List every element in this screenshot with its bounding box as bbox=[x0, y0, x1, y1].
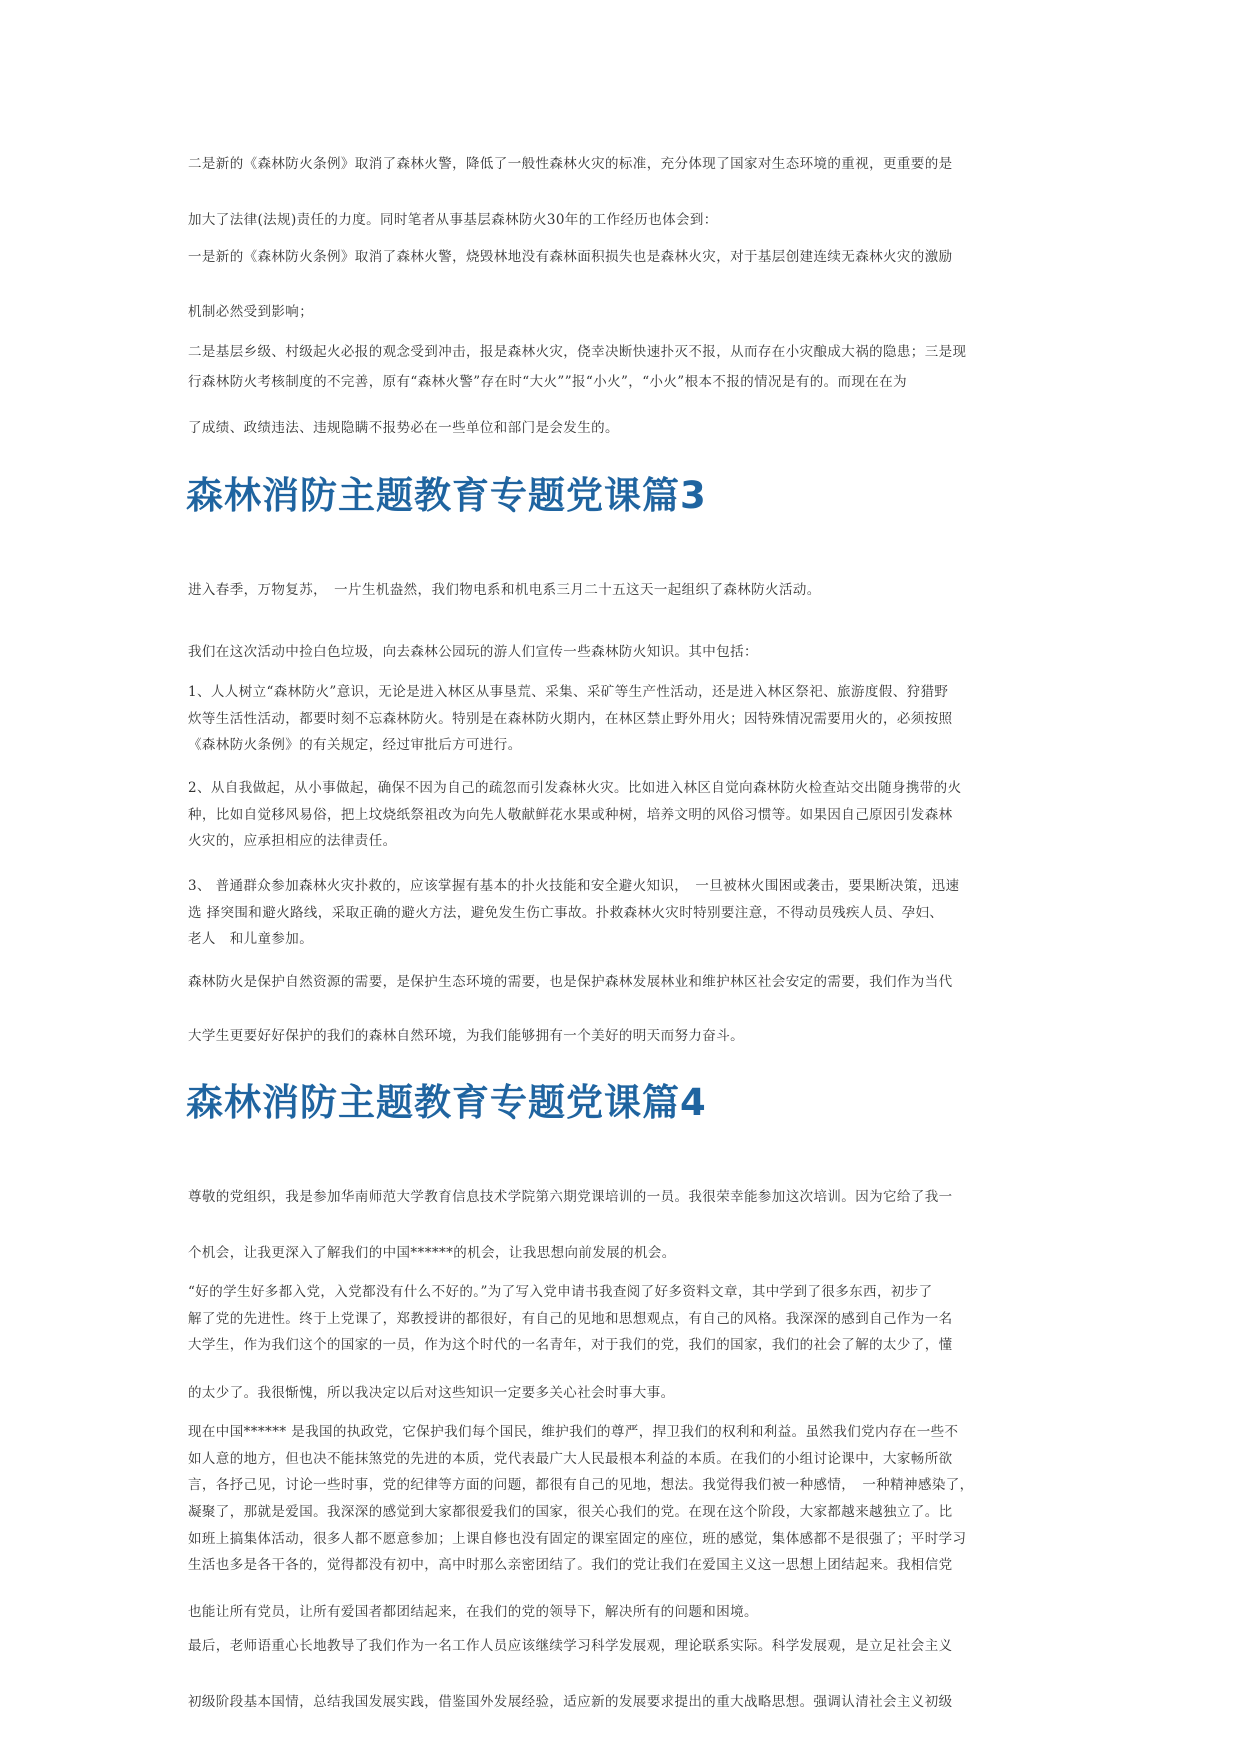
paragraph-line: 大学生更要好好保护的我们的森林自然环境，为我们能够拥有一个美好的明天而努力奋斗。 bbox=[188, 1028, 744, 1044]
paragraph-line: 3、 普通群众参加森林火灾扑救的，应该掌握有基本的扑火技能和安全避火知识， 一旦被林火围困或袭击，要果断决策，迅速 bbox=[188, 878, 960, 894]
paragraph-line: 森林防火是保护自然资源的需要，是保护生态环境的需要，也是保护森林发展林业和维护林区社会安定的需要，我们作为当代 bbox=[188, 974, 953, 990]
paragraph-line: 1、人人树立“森林防火”意识，无论是进入林区从事垦荒、采集、采矿等生产性活动，还是进入林区祭祀、旅游度假、狩猎野 bbox=[188, 684, 949, 700]
paragraph-line: 了成绩、政绩违法、违规隐瞒不报势必在一些单位和部门是会发生的。 bbox=[188, 420, 619, 436]
paragraph-line: 如班上搞集体活动，很多人都不愿意参加；上课自修也没有固定的课室固定的座位，班的感觉，集体感都不是很强了；平时学习 bbox=[188, 1531, 967, 1547]
paragraph-line: 言，各抒己见，讨论一些时事，党的纪律等方面的问题，都很有自己的见地，想法。我觉得我们被一种感情， 一种精神感染了， bbox=[188, 1477, 974, 1493]
paragraph-line: 尊敬的党组织，我是参加华南师范大学教育信息技术学院第六期党课培训的一员。我很荣幸能参加这次培训。因为它给了我一 bbox=[188, 1189, 953, 1205]
paragraph-line: 解了党的先进性。终于上党课了，郑教授讲的都很好，有自己的见地和思想观点，有自己的风格。我深深的感到自己作为一名 bbox=[188, 1311, 953, 1327]
paragraph-line: 加大了法律(法规)责任的力度。同时笔者从事基层森林防火30年的工作经历也体会到： bbox=[188, 212, 718, 228]
paragraph-line: 2、从自我做起，从小事做起，确保不因为自己的疏忽而引发森林火灾。比如进入林区自觉向森林防火检查站交出随身携带的火 bbox=[188, 780, 962, 796]
paragraph-line: 如人意的地方，但也决不能抹煞党的先进的本质，党代表最广大人民最根本利益的本质。在我们的小组讨论课中，大家畅所欲 bbox=[188, 1451, 953, 1467]
paragraph-line: 现在中国****** 是我国的执政党，它保护我们每个国民，维护我们的尊严，捍卫我们的权利和利益。虽然我们党内存在一些不 bbox=[188, 1424, 959, 1440]
paragraph-line: 大学生，作为我们这个的国家的一员，作为这个时代的一名青年，对于我们的党，我们的国家，我们的社会了解的太少了，懂 bbox=[188, 1337, 953, 1353]
paragraph-line: 的太少了。我很惭愧，所以我决定以后对这些知识一定要多关心社会时事大事。 bbox=[188, 1385, 675, 1401]
paragraph-line: 生活也多是各干各的，觉得都没有初中，高中时那么亲密团结了。我们的党让我们在爱国主义这一思想上团结起来。我相信党 bbox=[188, 1557, 953, 1573]
paragraph-line: 行森林防火考核制度的不完善，原有“森林火警”存在时“大火””报“小火”，“小火”根本不报的情况是有的。而现在在为 bbox=[188, 374, 908, 390]
paragraph-line: 选 择突围和避火路线，采取正确的避火方法，避免发生伤亡事故。扑救森林火灾时特别要注意，不得动员残疾人员、孕妇、 bbox=[188, 905, 944, 921]
paragraph-line: 最后，老师语重心长地教导了我们作为一名工作人员应该继续学习科学发展观，理论联系实际。科学发展观，是立足社会主义 bbox=[188, 1638, 953, 1654]
paragraph-line: 二是基层乡级、村级起火必报的观念受到冲击，报是森林火灾，侥幸决断快速扑灭不报，从而存在小灾酿成大祸的隐患；三是现 bbox=[188, 344, 967, 360]
paragraph-line: 个机会，让我更深入了解我们的中国******的机会，让我思想向前发展的机会。 bbox=[188, 1245, 676, 1261]
paragraph-line: 老人 和儿童参加。 bbox=[188, 931, 314, 947]
paragraph-line: 炊等生活性活动，都要时刻不忘森林防火。特别是在森林防火期内，在林区禁止野外用火；因特殊情况需要用火的，必须按照 bbox=[188, 711, 953, 727]
paragraph-line: 种，比如自觉移风易俗，把上坟烧纸祭祖改为向先人敬献鲜花水果或种树，培养文明的风俗习惯等。如果因自己原因引发森林 bbox=[188, 807, 953, 823]
paragraph-line: 《森林防火条例》的有关规定，经过审批后方可进行。 bbox=[188, 737, 522, 753]
paragraph-line: 初级阶段基本国情，总结我国发展实践，借鉴国外发展经验，适应新的发展要求提出的重大战略思想。强调认清社会主义初级 bbox=[188, 1694, 953, 1710]
paragraph-line: 火灾的，应承担相应的法律责任。 bbox=[188, 833, 397, 849]
paragraph-line: 凝聚了，那就是爱国。我深深的感觉到大家都很爱我们的国家，很关心我们的党。在现在这个阶段，大家都越来越独立了。比 bbox=[188, 1504, 953, 1520]
section-heading: 森林消防主题教育专题党课篇4 bbox=[186, 1081, 707, 1124]
paragraph-line: 进入春季，万物复苏， 一片生机盎然，我们物电系和机电系三月二十五这天一起组织了森林防火活动。 bbox=[188, 582, 821, 598]
paragraph-line: “好的学生好多都入党，入党都没有什么不好的。”为了写入党申请书我查阅了好多资料文章，其中学到了很多东西，初步了 bbox=[188, 1284, 933, 1300]
paragraph-line: 机制必然受到影响； bbox=[188, 304, 314, 320]
section-heading: 森林消防主题教育专题党课篇3 bbox=[186, 474, 707, 517]
paragraph-line: 我们在这次活动中捡白色垃圾，向去森林公园玩的游人们宣传一些森林防火知识。其中包括： bbox=[188, 644, 758, 660]
paragraph-line: 也能让所有党员，让所有爱国者都团结起来，在我们的党的领导下，解决所有的问题和困境。 bbox=[188, 1604, 758, 1620]
paragraph-line: 二是新的《森林防火条例》取消了森林火警，降低了一般性森林火灾的标准，充分体现了国家对生态环境的重视，更重要的是 bbox=[188, 156, 953, 172]
paragraph-line: 一是新的《森林防火条例》取消了森林火警，烧毁林地没有森林面积损失也是森林火灾，对于基层创建连续无森林火灾的激励 bbox=[188, 249, 953, 265]
